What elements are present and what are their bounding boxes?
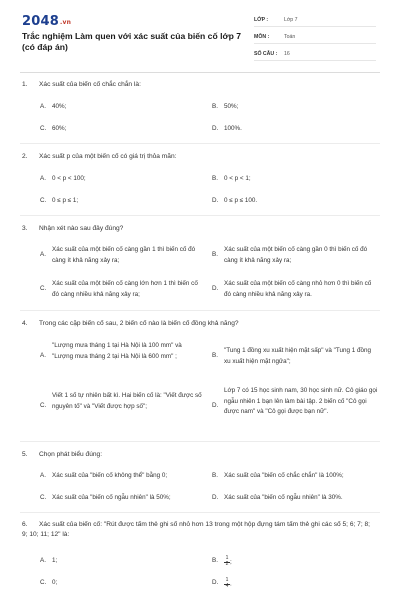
option-1c[interactable] bbox=[40, 124, 190, 135]
option-text: Xác suất của "biến cố ngẫu nhiên" là 30%. bbox=[224, 494, 343, 501]
meta-value: Lớp 7 bbox=[284, 16, 298, 23]
question-text: Nhận xét nào sau đây đúng? bbox=[39, 225, 124, 232]
option-text: Xác suất của một biến cố càng gần 1 thì biến cố đó càng ít khả năng xảy ra; bbox=[52, 246, 196, 264]
option-letter: D. bbox=[212, 125, 219, 132]
meta-row-subject bbox=[254, 30, 376, 44]
meta-row-grade bbox=[254, 13, 376, 27]
option-3b[interactable] bbox=[212, 245, 378, 266]
option-5c[interactable] bbox=[40, 493, 210, 504]
option-text: Xác suất của một biến cố càng lớn hơn 1 thì biến cố đó càng nhiều khả năng xảy ra; bbox=[52, 280, 198, 298]
question-text: Xác suất của biến cố: "Rút được tấm thẻ ghi số nhỏ hơn 13 trong một hộp đựng tám tấm thẻ ghi các số 5; 6; 7; 8; 9; 10; 11; 12" là: bbox=[22, 521, 371, 538]
option-suffix: ; bbox=[230, 558, 232, 566]
option-text: 1; bbox=[52, 557, 58, 564]
option-letter: B. bbox=[212, 103, 218, 110]
option-2c[interactable] bbox=[40, 196, 190, 207]
header-divider bbox=[20, 72, 380, 73]
option-text: Lớp 7 có 15 học sinh nam, 30 học sinh nữ. Cô giáo gọi ngẫu nhiên 1 bạn lên làm bài tập. 2 biến cố "Cô gọi được nam" và "Cô gọi được bạn nữ". bbox=[224, 387, 378, 415]
option-3a[interactable] bbox=[40, 245, 202, 266]
option-text: "Lượng mưa tháng 1 tại Hà Nội là 100 mm" và "Lượng mưa tháng 2 tại Hà Nội là 600 mm" ; bbox=[52, 342, 182, 360]
option-text: Xác suất của "biến cố ngẫu nhiên" là 50%; bbox=[52, 494, 171, 501]
option-4c[interactable] bbox=[40, 391, 202, 412]
fraction-numerator: 1 bbox=[225, 577, 229, 583]
option-text: 0 ≤ p ≤ 1; bbox=[52, 197, 79, 204]
meta-value: Toán bbox=[284, 33, 296, 40]
option-letter: A. bbox=[40, 352, 46, 359]
option-5d[interactable] bbox=[212, 493, 382, 504]
option-letter: A. bbox=[40, 472, 46, 479]
option-text: 100%. bbox=[224, 125, 242, 132]
question-number: 5. bbox=[22, 451, 28, 458]
meta-key: SỐ CÂU : bbox=[254, 50, 278, 57]
question-text: Trong các cặp biến cố sau, 2 biến cố nào là biến cố đồng khả năng? bbox=[39, 320, 239, 327]
meta-value: 16 bbox=[284, 50, 290, 57]
document-title: Trắc nghiệm Làm quen với xác suất của biến cố lớp 7 (có đáp án) bbox=[22, 31, 242, 52]
option-4b[interactable] bbox=[212, 346, 378, 367]
question-number: 1. bbox=[22, 81, 28, 88]
question-number: 3. bbox=[22, 225, 28, 232]
option-text: 0 ≤ p ≤ 100. bbox=[224, 197, 258, 204]
option-1d[interactable] bbox=[212, 124, 372, 135]
option-6b[interactable] bbox=[212, 556, 372, 568]
option-letter: B. bbox=[212, 557, 218, 564]
option-letter: D. bbox=[212, 197, 219, 204]
option-letter: B. bbox=[212, 175, 218, 182]
option-6c[interactable] bbox=[40, 578, 190, 589]
option-4d[interactable] bbox=[212, 386, 378, 418]
option-letter: B. bbox=[212, 472, 218, 479]
option-letter: D. bbox=[212, 579, 219, 586]
option-suffix: . bbox=[230, 580, 232, 588]
option-text: 50%; bbox=[224, 103, 239, 110]
fraction-denominator: 4 bbox=[225, 583, 229, 590]
option-2a[interactable] bbox=[40, 174, 190, 185]
question-number: 4. bbox=[22, 320, 28, 327]
option-letter: D. bbox=[212, 285, 219, 292]
option-text: Xác suất của "biến cố chắc chắn" là 100%; bbox=[224, 472, 344, 479]
question-5 bbox=[22, 450, 380, 460]
site-logo[interactable]: 2048.vn bbox=[22, 14, 72, 29]
question-1 bbox=[22, 80, 380, 90]
question-text: Xác suất của biến cố chắc chắn là: bbox=[39, 81, 141, 88]
meta-key: LỚP : bbox=[254, 16, 269, 23]
option-1a[interactable] bbox=[40, 102, 190, 113]
option-text: Xác suất của một biến cố càng gần 0 thì biến cố đó càng ít khả năng xảy ra; bbox=[224, 246, 368, 264]
question-divider bbox=[20, 310, 380, 311]
question-number: 6. bbox=[22, 521, 28, 528]
option-3c[interactable] bbox=[40, 279, 202, 300]
option-letter: C. bbox=[40, 285, 47, 292]
option-text: 0; bbox=[52, 579, 58, 586]
question-text: Chọn phát biểu đúng: bbox=[39, 451, 103, 458]
option-letter: D. bbox=[212, 402, 219, 409]
option-letter: A. bbox=[40, 251, 46, 258]
question-divider bbox=[20, 441, 380, 442]
question-6 bbox=[22, 520, 372, 540]
option-text: 0 < p < 1; bbox=[224, 175, 251, 182]
option-5a[interactable] bbox=[40, 471, 206, 482]
option-letter: C. bbox=[40, 197, 47, 204]
question-divider bbox=[20, 512, 380, 513]
question-2 bbox=[22, 152, 380, 162]
meta-key: MÔN : bbox=[254, 33, 270, 40]
option-letter: C. bbox=[40, 402, 47, 409]
document-meta bbox=[254, 13, 376, 64]
option-letter: A. bbox=[40, 175, 46, 182]
option-1b[interactable] bbox=[212, 102, 372, 113]
fraction-numerator: 1 bbox=[225, 555, 229, 561]
option-text: Viết 1 số tự nhiên bất kì. Hai biến cố là: "Viết được số nguyên tố" và "Viết được hợp số"; bbox=[52, 392, 202, 410]
option-letter: B. bbox=[212, 251, 218, 258]
document-header bbox=[0, 0, 400, 70]
option-3d[interactable] bbox=[212, 279, 378, 300]
question-divider bbox=[20, 143, 380, 144]
option-6d[interactable] bbox=[212, 578, 372, 590]
fraction-denominator: 2 bbox=[225, 561, 229, 568]
option-letter: C. bbox=[40, 494, 47, 501]
option-text: 40%; bbox=[52, 103, 67, 110]
option-letter: B. bbox=[212, 352, 218, 359]
question-4 bbox=[22, 319, 380, 329]
question-text: Xác suất p của một biến cố có giá trị thỏa mãn: bbox=[39, 153, 177, 160]
option-letter: C. bbox=[40, 579, 47, 586]
option-5b[interactable] bbox=[212, 471, 382, 482]
option-2b[interactable] bbox=[212, 174, 372, 185]
question-number: 2. bbox=[22, 153, 28, 160]
option-letter: C. bbox=[40, 125, 47, 132]
option-6a[interactable] bbox=[40, 556, 190, 567]
option-text: 60%; bbox=[52, 125, 67, 132]
question-divider bbox=[20, 215, 380, 216]
option-letter: A. bbox=[40, 557, 46, 564]
option-text: "Tung 1 đồng xu xuất hiện mặt sấp" và "Tung 1 đồng xu xuất hiện mặt ngửa"; bbox=[224, 347, 371, 365]
meta-row-count bbox=[254, 47, 376, 61]
option-text: Xác suất của "biến cố không thể" bằng 0; bbox=[52, 472, 168, 479]
option-letter: A. bbox=[40, 103, 46, 110]
option-2d[interactable] bbox=[212, 196, 372, 207]
option-4a[interactable] bbox=[40, 341, 202, 362]
option-letter: D. bbox=[212, 494, 219, 501]
question-3 bbox=[22, 224, 380, 234]
option-text: Xác suất của một biến cố càng nhỏ hơn 0 thì biến cố đó càng nhiều khả năng xảy ra. bbox=[224, 280, 372, 298]
option-text: 0 < p < 100; bbox=[52, 175, 86, 182]
